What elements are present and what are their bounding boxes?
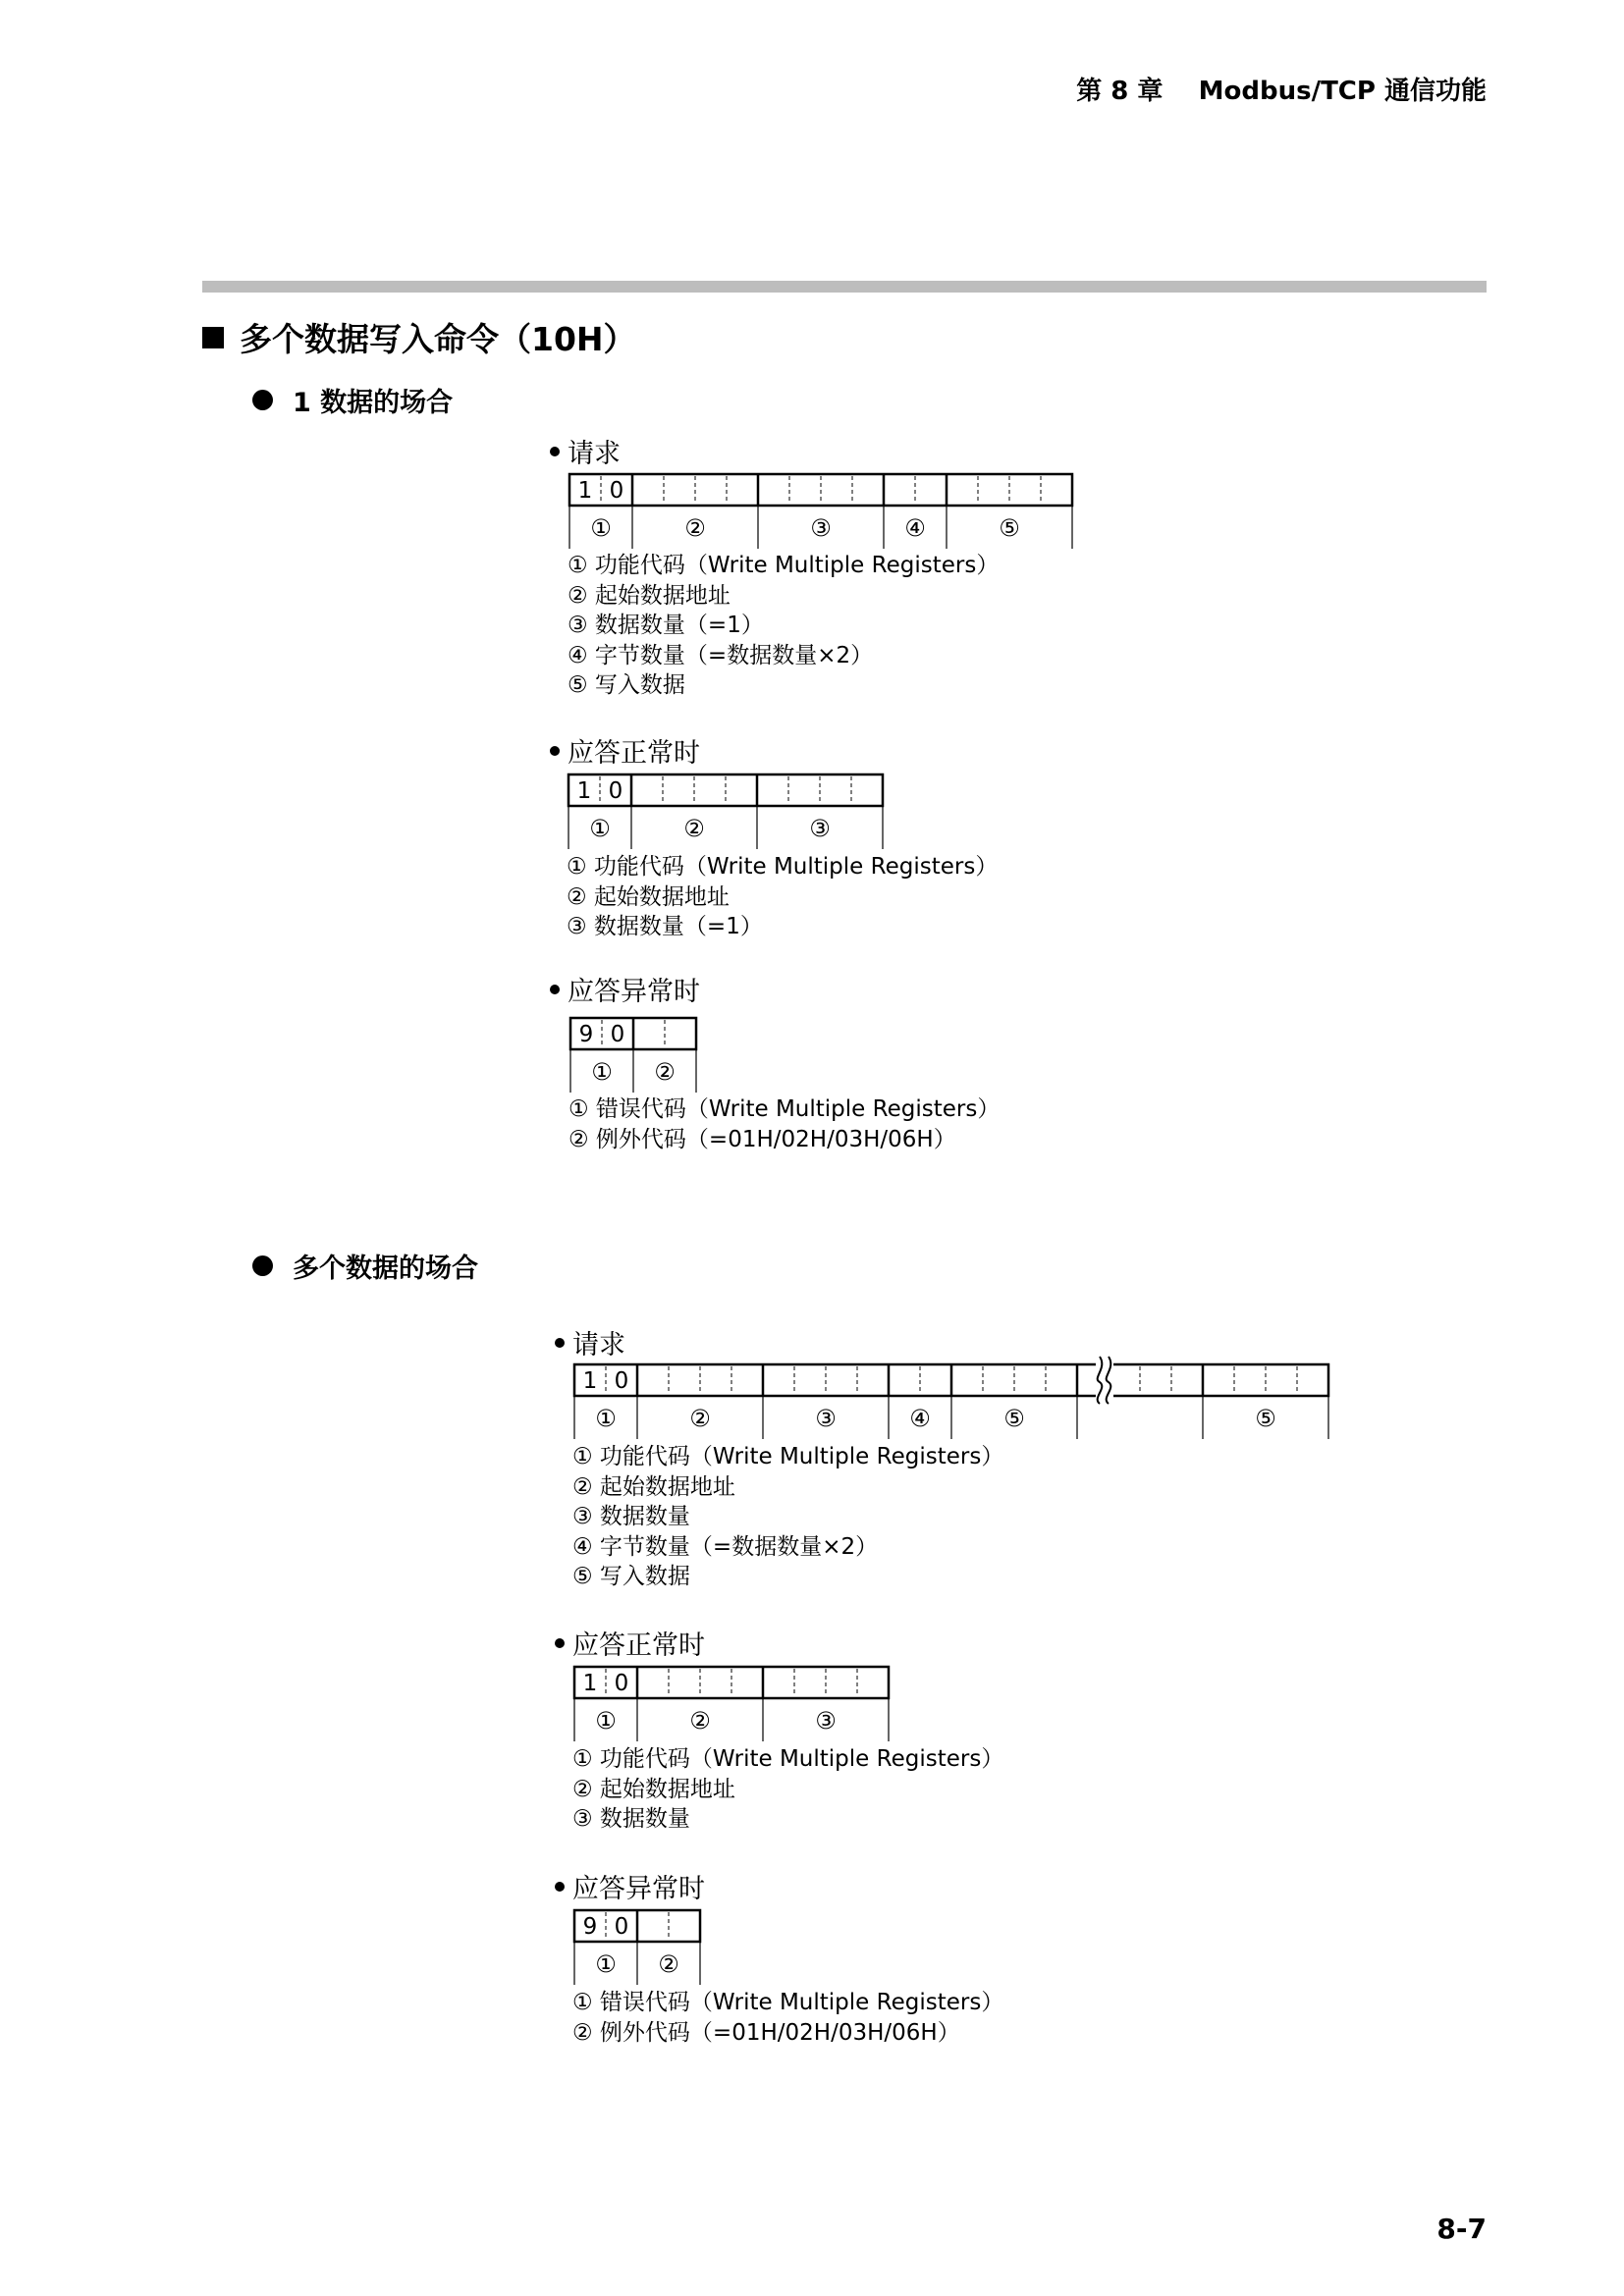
error-response-label: 应答异常时 [550, 970, 700, 1008]
bullet-icon [550, 447, 560, 456]
legend-item: ① 错误代码（Write Multiple Registers） [572, 1990, 1004, 2015]
field-marker: ① [589, 815, 611, 842]
field-marker: ② [658, 1950, 679, 1978]
byte-value: 1 [577, 478, 593, 504]
subsection-heading-single: 1 数据的场合 [252, 381, 453, 419]
field-marker: ① [591, 1058, 613, 1086]
request-label: 请求 [555, 1323, 625, 1362]
legend-item: ① 功能代码（Write Multiple Registers） [572, 1746, 1004, 1772]
legend-item: ⑤ 写入数据 [568, 672, 685, 698]
bullet-icon [252, 390, 273, 410]
legend-item: ② 起始数据地址 [568, 582, 731, 609]
request-frame-diagram [568, 472, 1078, 555]
legend-item: ② 起始数据地址 [567, 883, 730, 910]
legend-item: ⑤ 写入数据 [572, 1564, 690, 1589]
legend-item: ④ 字节数量（=数据数量×2） [572, 1533, 879, 1560]
field-marker: ① [595, 1950, 617, 1978]
section-rule [202, 281, 1487, 293]
normal-response-label: 应答正常时 [550, 731, 700, 770]
error-response-frame-diagram [568, 1016, 706, 1098]
field-marker: ② [689, 1707, 711, 1735]
request-frame-diagram [572, 1362, 1338, 1445]
field-marker: ⑤ [1255, 1405, 1276, 1432]
bullet-icon [550, 746, 560, 756]
field-marker: ② [684, 514, 706, 542]
field-marker: ② [654, 1058, 676, 1086]
square-bullet-icon [202, 327, 224, 348]
legend-item: ② 例外代码（=01H/02H/03H/06H） [572, 2019, 960, 2046]
byte-value: 0 [614, 1368, 629, 1394]
byte-value: 1 [582, 1671, 598, 1696]
byte-value: 0 [614, 1671, 629, 1696]
field-marker: ③ [815, 1707, 837, 1735]
chapter-title: Modbus/TCP 通信功能 [1198, 77, 1487, 106]
legend-item: ② 例外代码（=01H/02H/03H/06H） [568, 1126, 956, 1152]
error-response-legend [568, 1095, 1000, 1154]
bullet-icon [555, 1882, 565, 1892]
field-marker: ① [595, 1707, 617, 1735]
field-marker: ③ [815, 1405, 837, 1432]
field-marker: ② [689, 1405, 711, 1432]
field-marker: ⑤ [1003, 1405, 1025, 1432]
chapter-number: 第 8 章 [1076, 77, 1164, 106]
byte-value: 1 [576, 778, 592, 804]
byte-value: 0 [610, 1022, 625, 1047]
request-legend [568, 551, 999, 701]
normal-response-label: 应答正常时 [555, 1624, 705, 1662]
legend-item: ③ 数据数量（=1） [567, 914, 763, 939]
bullet-icon [555, 1338, 565, 1348]
normal-response-frame-diagram [567, 773, 881, 855]
byte-value: 0 [608, 778, 623, 804]
byte-value: 9 [578, 1022, 594, 1047]
error-response-legend [572, 1988, 1003, 2048]
field-marker: ③ [809, 815, 831, 842]
subsection-heading-multiple: 多个数据的场合 [252, 1247, 478, 1285]
normal-response-frame-diagram [572, 1665, 896, 1747]
byte-value: 0 [614, 1914, 629, 1940]
request-label: 请求 [550, 432, 621, 470]
field-marker: ① [595, 1405, 617, 1432]
section-title: 多个数据写入命令（10H） [202, 314, 636, 360]
legend-item: ① 功能代码（Write Multiple Registers） [572, 1444, 1004, 1469]
legend-item: ③ 数据数量（=1） [568, 613, 764, 638]
normal-response-legend [572, 1744, 1003, 1835]
request-legend [572, 1442, 1003, 1592]
field-marker: ① [590, 514, 612, 542]
byte-value: 9 [582, 1914, 598, 1940]
legend-item: ② 起始数据地址 [572, 1776, 735, 1802]
running-header [1076, 71, 1487, 107]
error-response-frame-diagram [572, 1908, 710, 1991]
legend-item: ② 起始数据地址 [572, 1473, 735, 1500]
legend-item: ① 功能代码（Write Multiple Registers） [568, 553, 1000, 578]
legend-item: ③ 数据数量 [572, 1504, 690, 1529]
legend-item: ① 功能代码（Write Multiple Registers） [567, 854, 999, 880]
bullet-icon [555, 1638, 565, 1648]
normal-response-legend [567, 852, 998, 942]
field-marker: ⑤ [999, 514, 1020, 542]
legend-item: ③ 数据数量 [572, 1806, 690, 1832]
field-marker: ③ [810, 514, 832, 542]
field-marker: ② [683, 815, 705, 842]
field-marker: ④ [909, 1405, 931, 1432]
legend-item: ④ 字节数量（=数据数量×2） [568, 642, 874, 668]
byte-value: 1 [582, 1368, 598, 1394]
field-marker: ④ [904, 514, 926, 542]
bullet-icon [252, 1255, 273, 1276]
page-number: 8-7 [1436, 2213, 1487, 2245]
legend-item: ① 错误代码（Write Multiple Registers） [568, 1096, 1001, 1122]
error-response-label: 应答异常时 [555, 1867, 705, 1905]
bullet-icon [550, 985, 560, 994]
byte-value: 0 [609, 478, 624, 504]
